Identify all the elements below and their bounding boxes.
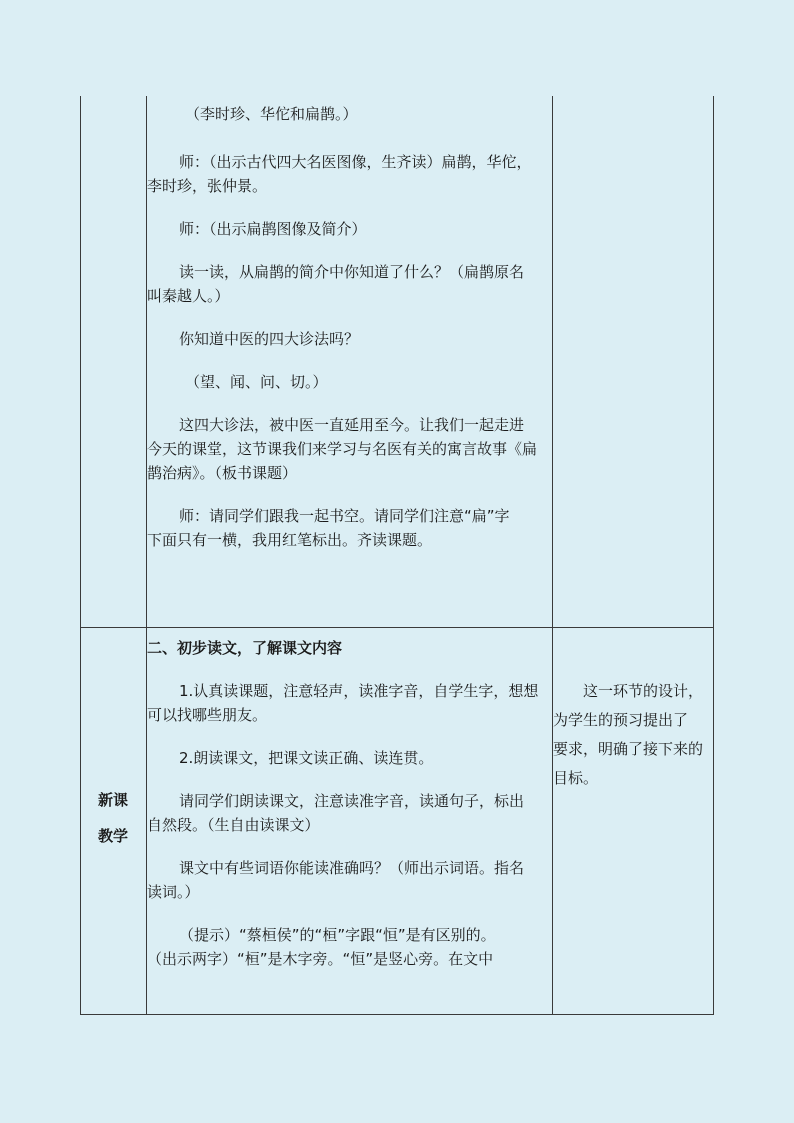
lower-line: 课文中有些词语你能读准确吗？（师出示词语。指名 xyxy=(179,859,525,877)
lower-line: （提示）“蔡桓侯”的“桓”字跟“恒”是有区别的。 xyxy=(179,926,496,944)
lower-line: 1.认真读课题，注意轻声，读准字音，自学生字，想想 xyxy=(179,682,539,700)
upper-line: 今天的课堂，这节课我们来学习与名医有关的寓言故事《扁 xyxy=(147,440,538,458)
table-right-border xyxy=(713,96,714,1015)
upper-line: （李时珍、华佗和扁鹊。） xyxy=(185,105,358,123)
lower-line: 自然段。（生自由读课文） xyxy=(147,816,320,834)
upper-content xyxy=(147,102,551,552)
design-note xyxy=(553,677,713,793)
note-line: 这一环节的设计， xyxy=(583,682,704,700)
upper-line: 这四大诊法，被中医一直延用至今。让我们一起走进 xyxy=(179,416,525,434)
lower-line: 可以找哪些朋友。 xyxy=(147,706,268,724)
lower-line: （出示两字）“桓”是木字旁。“恒”是竖心旁。在文中 xyxy=(147,950,494,968)
note-line: 目标。 xyxy=(553,769,599,787)
table-bottom-border xyxy=(80,1014,714,1015)
table-left-border xyxy=(80,96,81,1015)
upper-line: 李时珍，张仲景。 xyxy=(147,177,268,195)
lower-line: 读词。） xyxy=(147,883,200,901)
upper-line: 下面只有一横，我用红笔标出。齐读课题。 xyxy=(147,531,433,549)
upper-line: 鹊治病》。（板书课题） xyxy=(147,464,298,482)
lower-content xyxy=(147,636,551,971)
section-label xyxy=(81,782,145,854)
upper-line: （望、闻、问、切。） xyxy=(185,373,328,391)
note-line: 要求，明确了接下来的 xyxy=(553,740,704,758)
upper-line: 师：请同学们跟我一起书空。请同学们注意“扁”字 xyxy=(179,507,510,525)
table-col-divider-2 xyxy=(552,96,553,1015)
upper-line: 叫秦越人。） xyxy=(147,287,230,305)
note-line: 为学生的预习提出了 xyxy=(553,711,689,729)
lower-line: 2.朗读课文，把课文读正确、读连贯。 xyxy=(179,749,434,767)
upper-line: 师：（出示古代四大名医图像，生齐读）扁鹊，华佗， xyxy=(179,153,532,171)
upper-line: 师：（出示扁鹊图像及简介） xyxy=(179,220,367,238)
section-label-line: 教学 xyxy=(97,827,128,845)
section-label-line: 新课 xyxy=(97,791,128,809)
section-heading: 二、初步读文，了解课文内容 xyxy=(147,639,343,657)
upper-line: 你知道中医的四大诊法吗？ xyxy=(179,330,360,348)
table-row-divider xyxy=(80,627,714,628)
upper-line: 读一读，从扁鹊的简介中你知道了什么？（扁鹊原名 xyxy=(179,263,525,281)
lower-line: 请同学们朗读课文，注意读准字音，读通句子，标出 xyxy=(179,792,525,810)
